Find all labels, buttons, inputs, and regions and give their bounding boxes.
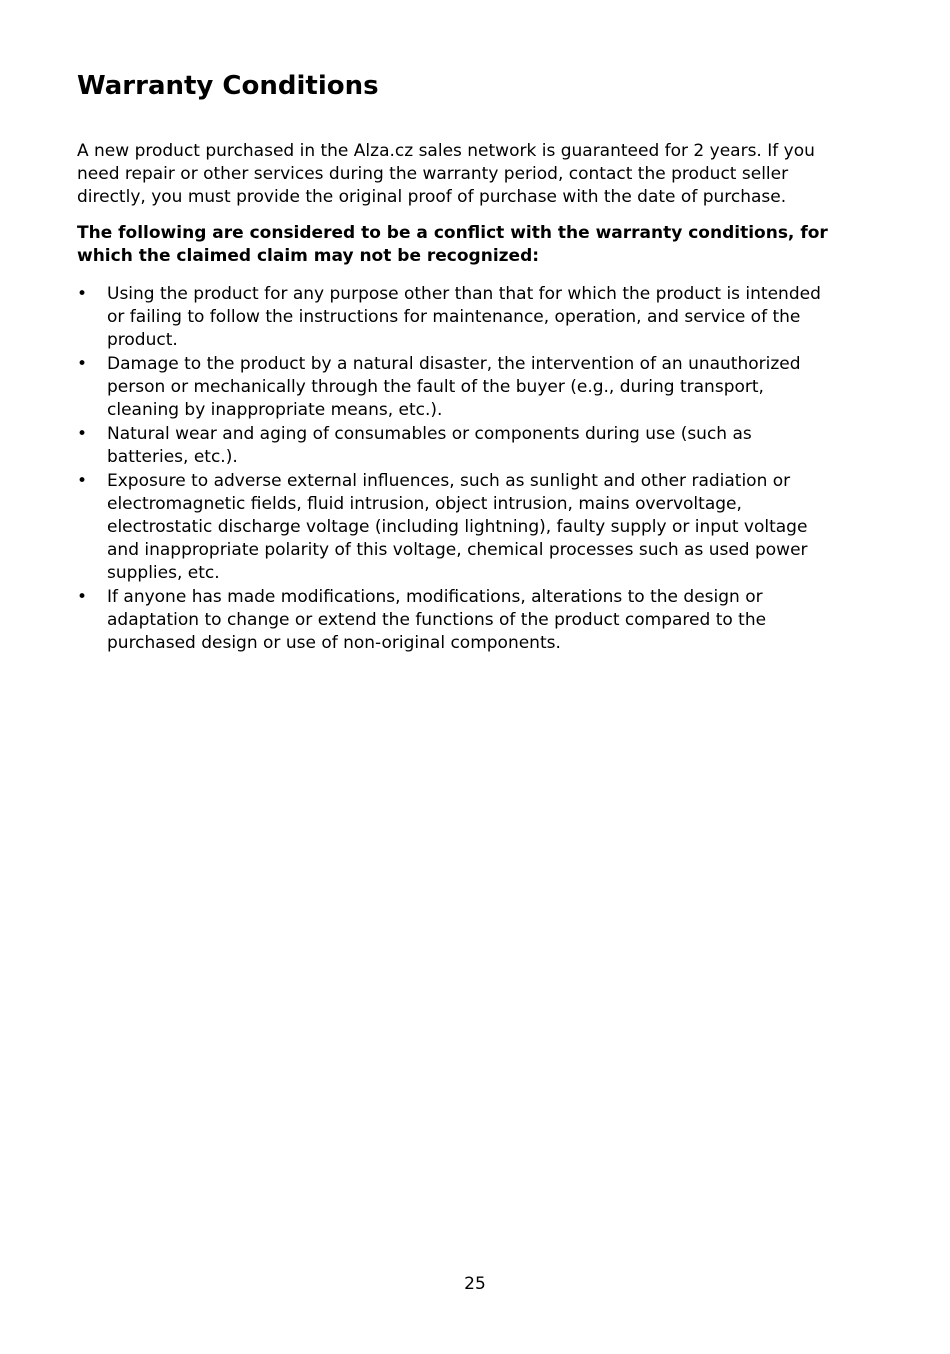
list-item (77, 423, 837, 469)
list-item (77, 353, 837, 422)
list-item-text: Exposure to adverse external influences, such as sunlight and other radiation or electromagnetic fields, fluid intrusion, object intrusion, mains overvoltage, electrostatic discharge voltage (including lightning), faulty supply or input voltage and inappropriate polarity of this voltage, chemical processes such as used power supplies, etc. (107, 471, 808, 583)
list-item (77, 283, 837, 352)
list-item (77, 470, 837, 585)
list-item (77, 586, 837, 655)
bullet-icon: • (77, 587, 88, 607)
list-item-text: Damage to the product by a natural disaster, the intervention of an unauthorized person or mechanically through the fault of the buyer (e.g., during transport, cleaning by inappropriate means, etc.). (107, 354, 801, 420)
bullet-icon: • (77, 471, 88, 491)
list-item-text: Using the product for any purpose other than that for which the product is intended or failing to follow the instructions for maintenance, operation, and service of the product. (107, 284, 821, 350)
list-item-text: Natural wear and aging of consumables or components during use (such as batteries, etc.). (107, 424, 752, 467)
page-number: 25 (464, 1274, 486, 1294)
bullet-icon: • (77, 424, 88, 444)
bullet-icon: • (77, 284, 88, 304)
bullet-icon: • (77, 354, 88, 374)
page-title: Warranty Conditions (77, 71, 379, 101)
list-item-text: If anyone has made modifications, modifications, alterations to the design or adaptation to change or extend the functions of the product compared to the purchased design or use of non-original components. (107, 587, 767, 653)
warranty-conflict-list (77, 283, 837, 656)
conflict-heading: The following are considered to be a conflict with the warranty conditions, for which the claimed claim may not be recognized: (77, 223, 828, 266)
intro-paragraph: A new product purchased in the Alza.cz sales network is guaranteed for 2 years. If you need repair or other services during the warranty period, contact the product seller directly, you must provide the original proof of purchase with the date of purchase. (77, 141, 815, 207)
